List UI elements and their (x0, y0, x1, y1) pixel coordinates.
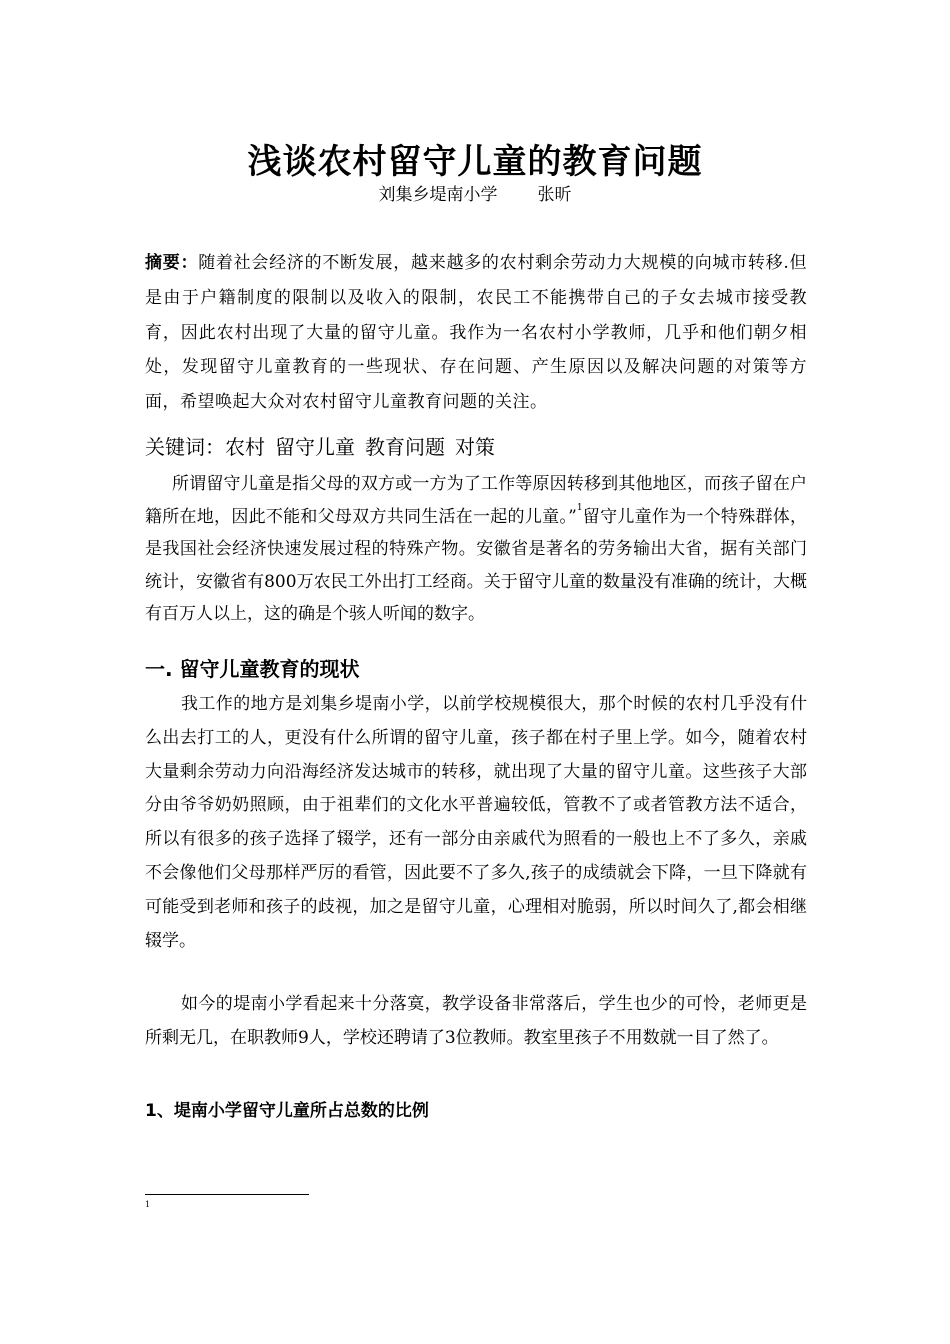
abstract-paragraph (145, 246, 807, 420)
keyword-item: 教育问题 (365, 435, 445, 459)
body-paragraph: 如今的堤南小学看起来十分落寞，教学设备非常落后，学生也少的可怜，老师更是所剩无几，在职教师9人，学校还聘请了3位教师。教室里孩子不用数就一目了然了。 (145, 994, 807, 1048)
document-title: 浅谈农村留守儿童的教育问题 (247, 141, 703, 182)
keywords-label: 关键词： (145, 435, 225, 459)
section-heading: 一. 留守儿童教育的现状 (145, 657, 360, 681)
intro-text-part: 所谓留守儿童是指父母的双方或一方为了工作等原因转移到其他地区，而孩子留在户籍所在地，因此不能和父母双方共同生活在一起的儿童。” (145, 474, 807, 527)
author-name: 张昕 (537, 185, 572, 205)
footnote-number: 1 (145, 1200, 151, 1209)
author-byline (0, 180, 950, 210)
keywords-line (145, 432, 807, 462)
keyword-item: 留守儿童 (275, 435, 355, 459)
body-paragraph: 我工作的地方是刘集乡堤南小学，以前学校规模很大，那个时候的农村几乎没有什么出去打工的人，更没有什么所谓的留守儿童，孩子都在村子里上学。如今，随着农村大量剩余劳动力向沿海经济发达城市的转移，就出现了大量的留守儿童。这些孩子大部分由爷爷奶奶照顾，由于祖辈们的文化水平普遍较低，管教不了或者管教方法不适合，所以有很多的孩子选择了辍学，还有一部分由亲戚代为照看的一般也上不了多久，亲戚不会像他们父母那样严厉的看管，因此要不了多久,孩子的成绩就会下降，一旦下降就有可能受到老师和孩子的歧视，加之是留守儿童，心理相对脆弱，所以时间久了,都会相继辍学。 (145, 694, 807, 951)
footnote-separator (145, 1194, 309, 1195)
keyword-item: 农村 (225, 435, 265, 459)
subsection-heading: 1、堤南小学留守儿童所占总数的比例 (145, 1101, 429, 1121)
author-affiliation: 刘集乡堤南小学 (378, 185, 498, 205)
intro-text-part: 留守儿童作为一个特殊群体，是我国社会经济快速发展过程的特殊产物。安徽省是著名的劳务输出大省，据有关部门统计，安徽省有800万农民工外出打工经商。关于留守儿童的数量没有准确的统计，大概有百万人以上，这的确是个骇人听闻的数字。 (145, 506, 807, 624)
keyword-item: 对策 (455, 435, 495, 459)
abstract-text: 随着社会经济的不断发展，越来越多的农村剩余劳动力大规模的向城市转移.但是由于户籍制度的限制以及收入的限制，农民工不能携带自己的子女去城市接受教育，因此农村出现了大量的留守儿童。我作为一名农村小学教师，几乎和他们朝夕相处，发现留守儿童教育的一些现状、存在问题、产生原因以及解决问题的对策等方面，希望唤起大众对农村留守儿童教育问题的关注。 (145, 253, 808, 413)
abstract-label: 摘要： (145, 253, 199, 273)
intro-paragraph (145, 468, 807, 631)
footnote-reference[interactable]: 1 (576, 502, 583, 513)
